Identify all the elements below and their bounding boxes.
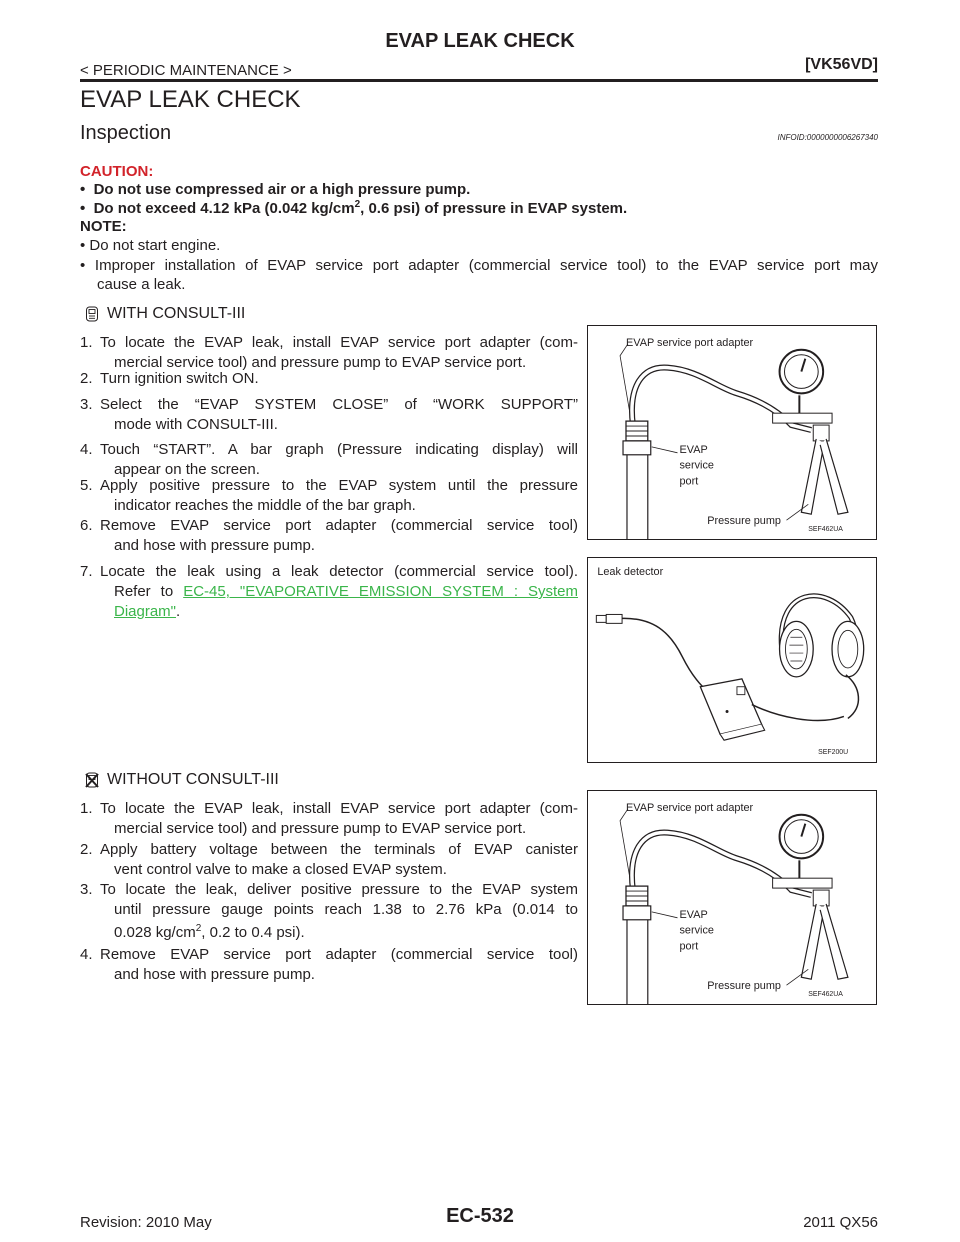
step-text: To locate the EVAP leak, install EVAP service port adapter (com-: [100, 334, 578, 351]
step-item: [80, 562, 578, 622]
caution-text: , 0.6 psi) of pressure in EVAP system.: [360, 200, 628, 217]
without-consult-heading: [85, 771, 279, 789]
ec-45-link-continued[interactable]: Diagram": [114, 603, 177, 620]
step-text: Turn ignition switch ON.: [100, 370, 259, 387]
step-text: [80, 923, 578, 945]
pressure-pump-illustration: [588, 326, 876, 539]
pressure-pump-illustration: [588, 791, 876, 1004]
with-consult-heading: [85, 305, 245, 323]
without-consult-heading-text: WITHOUT CONSULT-III: [107, 771, 279, 788]
revision: Revision: 2010 May: [80, 1214, 212, 1231]
note-text: Do not start engine.: [89, 237, 221, 254]
model-year: 2011 QX56: [803, 1214, 878, 1231]
step-item: [80, 395, 578, 435]
header-rule: [80, 79, 878, 82]
step-text: indicator reaches the middle of the bar graph.: [114, 497, 416, 514]
step-text: To locate the EVAP leak, install EVAP service port adapter (com-: [100, 800, 578, 817]
step-text: mode with CONSULT-III.: [114, 416, 278, 433]
step-text: vent control valve to make a closed EVAP system.: [114, 861, 447, 878]
bullet: •: [80, 181, 94, 198]
step-number: 3.: [80, 881, 93, 898]
port-label: port: [679, 475, 699, 488]
leak-detector-illustration: [588, 558, 876, 762]
step-text: Touch “START”. A bar graph (Pressure indicating display) will: [100, 441, 578, 458]
bullet: •: [80, 237, 90, 254]
step-text: [80, 582, 578, 602]
port-label: port: [679, 940, 699, 953]
figure-leak-detector: [587, 557, 877, 763]
ec-45-link[interactable]: EC-45, "EVAPORATIVE EMISSION SYSTEM : System: [183, 583, 579, 600]
step-text: Apply positive pressure to the EVAP system until the pressure: [100, 477, 578, 494]
subsection-title: Inspection: [80, 122, 172, 144]
no-consult-icon: [85, 772, 99, 788]
step-text: mercial service tool) and pressure pump to EVAP service port.: [114, 820, 527, 837]
step-text: and hose with pressure pump.: [114, 966, 315, 983]
pump-label: Pressure pump: [707, 980, 781, 993]
step-number: 3.: [80, 396, 93, 413]
figure-pressure-pump-1: [587, 325, 877, 540]
caution-item: [80, 200, 627, 217]
step-number: 6.: [80, 517, 93, 534]
step-text: mercial service tool) and pressure pump to EVAP service port.: [114, 354, 527, 371]
note-label: NOTE:: [80, 218, 127, 235]
pump-label: Pressure pump: [707, 515, 781, 528]
port-label: service: [679, 459, 714, 472]
port-label: EVAP: [679, 443, 708, 456]
step-text: Remove EVAP service port adapter (commercial service tool): [100, 517, 578, 534]
step-item: [80, 440, 578, 480]
step-text: 0.028 kg/cm: [114, 924, 196, 941]
info-id: INFOID:0000000006267340: [777, 133, 878, 142]
step-item: [80, 476, 578, 516]
section-title: EVAP LEAK CHECK: [80, 86, 301, 113]
step-text: Apply battery voltage between the terminals of EVAP canister: [100, 841, 578, 858]
step-number: 1.: [80, 334, 93, 351]
step-text: Remove EVAP service port adapter (commercial service tool): [100, 946, 578, 963]
step-item: [80, 799, 578, 839]
step-item: [80, 840, 578, 880]
step-item: [80, 516, 578, 556]
breadcrumb: < PERIODIC MAINTENANCE >: [80, 62, 292, 79]
note-text: Improper installation of EVAP service port adapter (commercial service tool) to the EVAP service port may: [94, 257, 878, 274]
step-text: appear on the screen.: [114, 461, 260, 478]
step-number: 4.: [80, 441, 93, 458]
caution-text: Do not use compressed air or a high pressure pump.: [93, 181, 471, 198]
with-consult-heading-text: WITH CONSULT-III: [107, 305, 246, 322]
step-number: 1.: [80, 800, 93, 817]
step-item: [80, 945, 578, 985]
page-code: EC-532: [446, 1205, 514, 1227]
caution-item: [80, 181, 470, 198]
step-item: [80, 369, 578, 389]
step-text: [80, 602, 578, 622]
note-item: [80, 237, 220, 254]
step-text: and hose with pressure pump.: [114, 537, 315, 554]
step-number: 7.: [80, 563, 93, 580]
step-number: 2.: [80, 841, 93, 858]
superscript: 2: [354, 199, 361, 210]
step-text: until pressure gauge points reach 1.38 to 2.76 kPa (0.014 to: [114, 901, 578, 918]
figure-code: SEF462UA: [808, 526, 843, 534]
figure-code: SEF462UA: [808, 991, 843, 999]
step-text: .: [176, 603, 181, 620]
engine-code: [VK56VD]: [805, 56, 878, 73]
bullet: •: [80, 200, 94, 217]
step-text: , 0.2 to 0.4 psi).: [201, 924, 305, 941]
port-label: service: [679, 924, 714, 937]
step-text: Refer to: [114, 583, 184, 600]
caution-label: CAUTION:: [80, 163, 154, 180]
step-text: Locate the leak using a leak detector (commercial service tool).: [100, 563, 578, 580]
header-title: EVAP LEAK CHECK: [385, 30, 575, 52]
adapter-label: EVAP service port adapter: [625, 801, 754, 814]
figure-pressure-pump-2: [587, 790, 877, 1005]
step-text: To locate the leak, deliver positive pressure to the EVAP system: [100, 881, 578, 898]
figure-code: SEF200U: [818, 749, 849, 757]
step-item: [80, 333, 578, 373]
leak-detector-label: Leak detector: [597, 565, 664, 578]
step-number: 5.: [80, 477, 93, 494]
caution-text: Do not exceed 4.12 kPa (0.042 kg/cm: [93, 200, 355, 217]
consult-icon: [85, 306, 99, 322]
step-number: 4.: [80, 946, 93, 963]
port-label: EVAP: [679, 908, 708, 921]
step-number: 2.: [80, 370, 93, 387]
note-item-continued: cause a leak.: [97, 276, 186, 293]
step-text: Select the “EVAP SYSTEM CLOSE” of “WORK SUPPORT”: [100, 396, 578, 413]
note-item: [80, 257, 878, 274]
adapter-label: EVAP service port adapter: [625, 336, 754, 349]
bullet: •: [80, 257, 95, 274]
superscript: 2: [195, 923, 202, 934]
step-item: [80, 880, 578, 945]
